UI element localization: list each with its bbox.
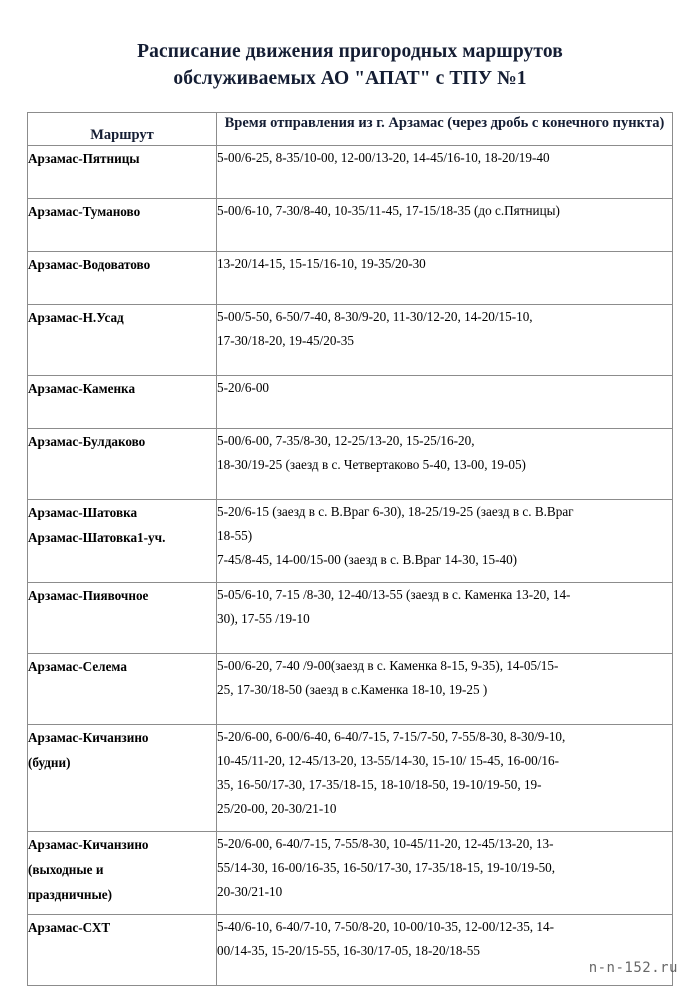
table-row xyxy=(28,725,673,832)
route-name-line: Арзамас-Пиявочное xyxy=(28,588,149,603)
departure-times-cell xyxy=(217,376,673,429)
schedule-table-container xyxy=(27,112,672,986)
departure-times-line: 10-45/11-20, 12-45/13-20, 13-55/14-30, 15-10/ 15-45, 16-00/16- xyxy=(217,753,559,768)
route-name-cell xyxy=(28,725,217,832)
schedule-table xyxy=(27,112,673,986)
route-name-line: Арзамас-Кичанзино xyxy=(28,730,149,745)
departure-times-line: 30), 17-55 /19-10 xyxy=(217,611,310,626)
route-name-cell xyxy=(28,429,217,500)
route-name-line: (будни) xyxy=(28,755,71,770)
route-name-line: Арзамас-СХТ xyxy=(28,920,111,935)
route-name-line: Арзамас-Кичанзино xyxy=(28,837,149,852)
departure-times-cell xyxy=(217,146,673,199)
page-title-line-2: обслуживаемых АО "АПАТ" с ТПУ №1 xyxy=(173,68,527,89)
route-name-line: праздничные) xyxy=(28,887,113,902)
route-name-cell xyxy=(28,146,217,199)
column-header-times-line-1: Время отправления из г. Арзамас (через дробь с xyxy=(224,115,539,131)
table-row xyxy=(28,500,673,583)
table-header xyxy=(28,113,673,146)
departure-times-cell xyxy=(217,725,673,832)
departure-times-line: 5-00/6-00, 7-35/8-30, 12-25/13-20, 15-25/16-20, xyxy=(217,433,475,448)
route-name-cell xyxy=(28,832,217,915)
route-name-cell xyxy=(28,654,217,725)
table-row xyxy=(28,252,673,305)
table-header-row xyxy=(28,113,673,146)
table-row xyxy=(28,305,673,376)
route-name-line: Арзамас-Н.Усад xyxy=(28,310,124,325)
table-row xyxy=(28,429,673,500)
site-watermark: n-n-152.ru xyxy=(588,960,678,976)
departure-times-line: 35, 16-50/17-30, 17-35/18-15, 18-10/18-50, 19-10/19-50, 19- xyxy=(217,777,542,792)
departure-times-cell xyxy=(217,500,673,583)
page-title xyxy=(40,38,660,92)
departure-times-line: 25/20-00, 20-30/21-10 xyxy=(217,801,337,816)
route-name-line: Арзамас-Пятницы xyxy=(28,151,140,166)
departure-times-line: 18-55) xyxy=(217,528,253,543)
column-header-times-line-2: конечного пункта) xyxy=(541,115,665,131)
route-name-cell xyxy=(28,252,217,305)
departure-times-line: 20-30/21-10 xyxy=(217,884,283,899)
departure-times-cell xyxy=(217,429,673,500)
table-row xyxy=(28,376,673,429)
table-body xyxy=(28,146,673,986)
route-name-line: Арзамас-Селема xyxy=(28,659,127,674)
route-name-cell xyxy=(28,199,217,252)
table-row xyxy=(28,832,673,915)
departure-times-line: 13-20/14-15, 15-15/16-10, 19-35/20-30 xyxy=(217,256,426,271)
departure-times-line: 7-45/8-45, 14-00/15-00 (заезд в с. В.Враг 14-30, 15-40) xyxy=(217,552,518,567)
departure-times-cell xyxy=(217,832,673,915)
departure-times-line: 5-20/6-00, 6-40/7-15, 7-55/8-30, 10-45/11-20, 12-45/13-20, 13- xyxy=(217,836,554,851)
departure-times-line: 5-00/5-50, 6-50/7-40, 8-30/9-20, 11-30/12-20, 14-20/15-10, xyxy=(217,309,533,324)
route-name-cell xyxy=(28,583,217,654)
departure-times-line: 55/14-30, 16-00/16-35, 16-50/17-30, 17-35/18-15, 19-10/19-50, xyxy=(217,860,556,875)
route-name-cell xyxy=(28,305,217,376)
route-name-line: Арзамас-Туманово xyxy=(28,204,141,219)
table-row xyxy=(28,915,673,986)
departure-times-line: 5-00/6-20, 7-40 /9-00(заезд в с. Каменка 8-15, 9-35), 14-05/15- xyxy=(217,658,559,673)
table-row xyxy=(28,199,673,252)
route-name-line: Арзамас-Шатовка xyxy=(28,505,138,520)
departure-times-cell xyxy=(217,583,673,654)
departure-times-line: 17-30/18-20, 19-45/20-35 xyxy=(217,333,354,348)
departure-times-line: 25, 17-30/18-50 (заезд в с.Каменка 18-10, 19-25 ) xyxy=(217,682,488,697)
column-header-route: Маршрут xyxy=(28,113,217,146)
page-title-line-1: Расписание движения пригородных маршрутов xyxy=(137,41,563,62)
departure-times-line: 5-20/6-00 xyxy=(217,380,270,395)
departure-times-line: 5-00/6-10, 7-30/8-40, 10-35/11-45, 17-15/18-35 (до с.Пятницы) xyxy=(217,203,560,218)
departure-times-line: 5-00/6-25, 8-35/10-00, 12-00/13-20, 14-45/16-10, 18-20/19-40 xyxy=(217,150,550,165)
departure-times-line: 5-05/6-10, 7-15 /8-30, 12-40/13-55 (заезд в с. Каменка 13-20, 14- xyxy=(217,587,571,602)
route-name-cell xyxy=(28,915,217,986)
departure-times-line: 5-20/6-15 (заезд в с. В.Враг 6-30), 18-25/19-25 (заезд в с. В.Враг xyxy=(217,504,574,519)
departure-times-cell xyxy=(217,305,673,376)
departure-times-line: 00/14-35, 15-20/15-55, 16-30/17-05, 18-20/18-55 xyxy=(217,943,480,958)
departure-times-line: 18-30/19-25 (заезд в с. Четвертаково 5-40, 13-00, 19-05) xyxy=(217,457,526,472)
route-name-line: Арзамас-Шатовка1-уч. xyxy=(28,530,166,545)
route-name-cell xyxy=(28,500,217,583)
departure-times-line: 5-20/6-00, 6-00/6-40, 6-40/7-15, 7-15/7-50, 7-55/8-30, 8-30/9-10, xyxy=(217,729,566,744)
route-name-line: Арзамас-Каменка xyxy=(28,381,136,396)
departure-times-cell xyxy=(217,199,673,252)
departure-times-line: 5-40/6-10, 6-40/7-10, 7-50/8-20, 10-00/10-35, 12-00/12-35, 14- xyxy=(217,919,554,934)
route-name-line: Арзамас-Булдаково xyxy=(28,434,146,449)
column-header-times xyxy=(217,113,673,146)
departure-times-cell xyxy=(217,654,673,725)
table-row xyxy=(28,146,673,199)
route-name-line: Арзамас-Водоватово xyxy=(28,257,151,272)
table-row xyxy=(28,654,673,725)
route-name-cell xyxy=(28,376,217,429)
table-row xyxy=(28,583,673,654)
route-name-line: (выходные и xyxy=(28,862,104,877)
departure-times-cell xyxy=(217,252,673,305)
